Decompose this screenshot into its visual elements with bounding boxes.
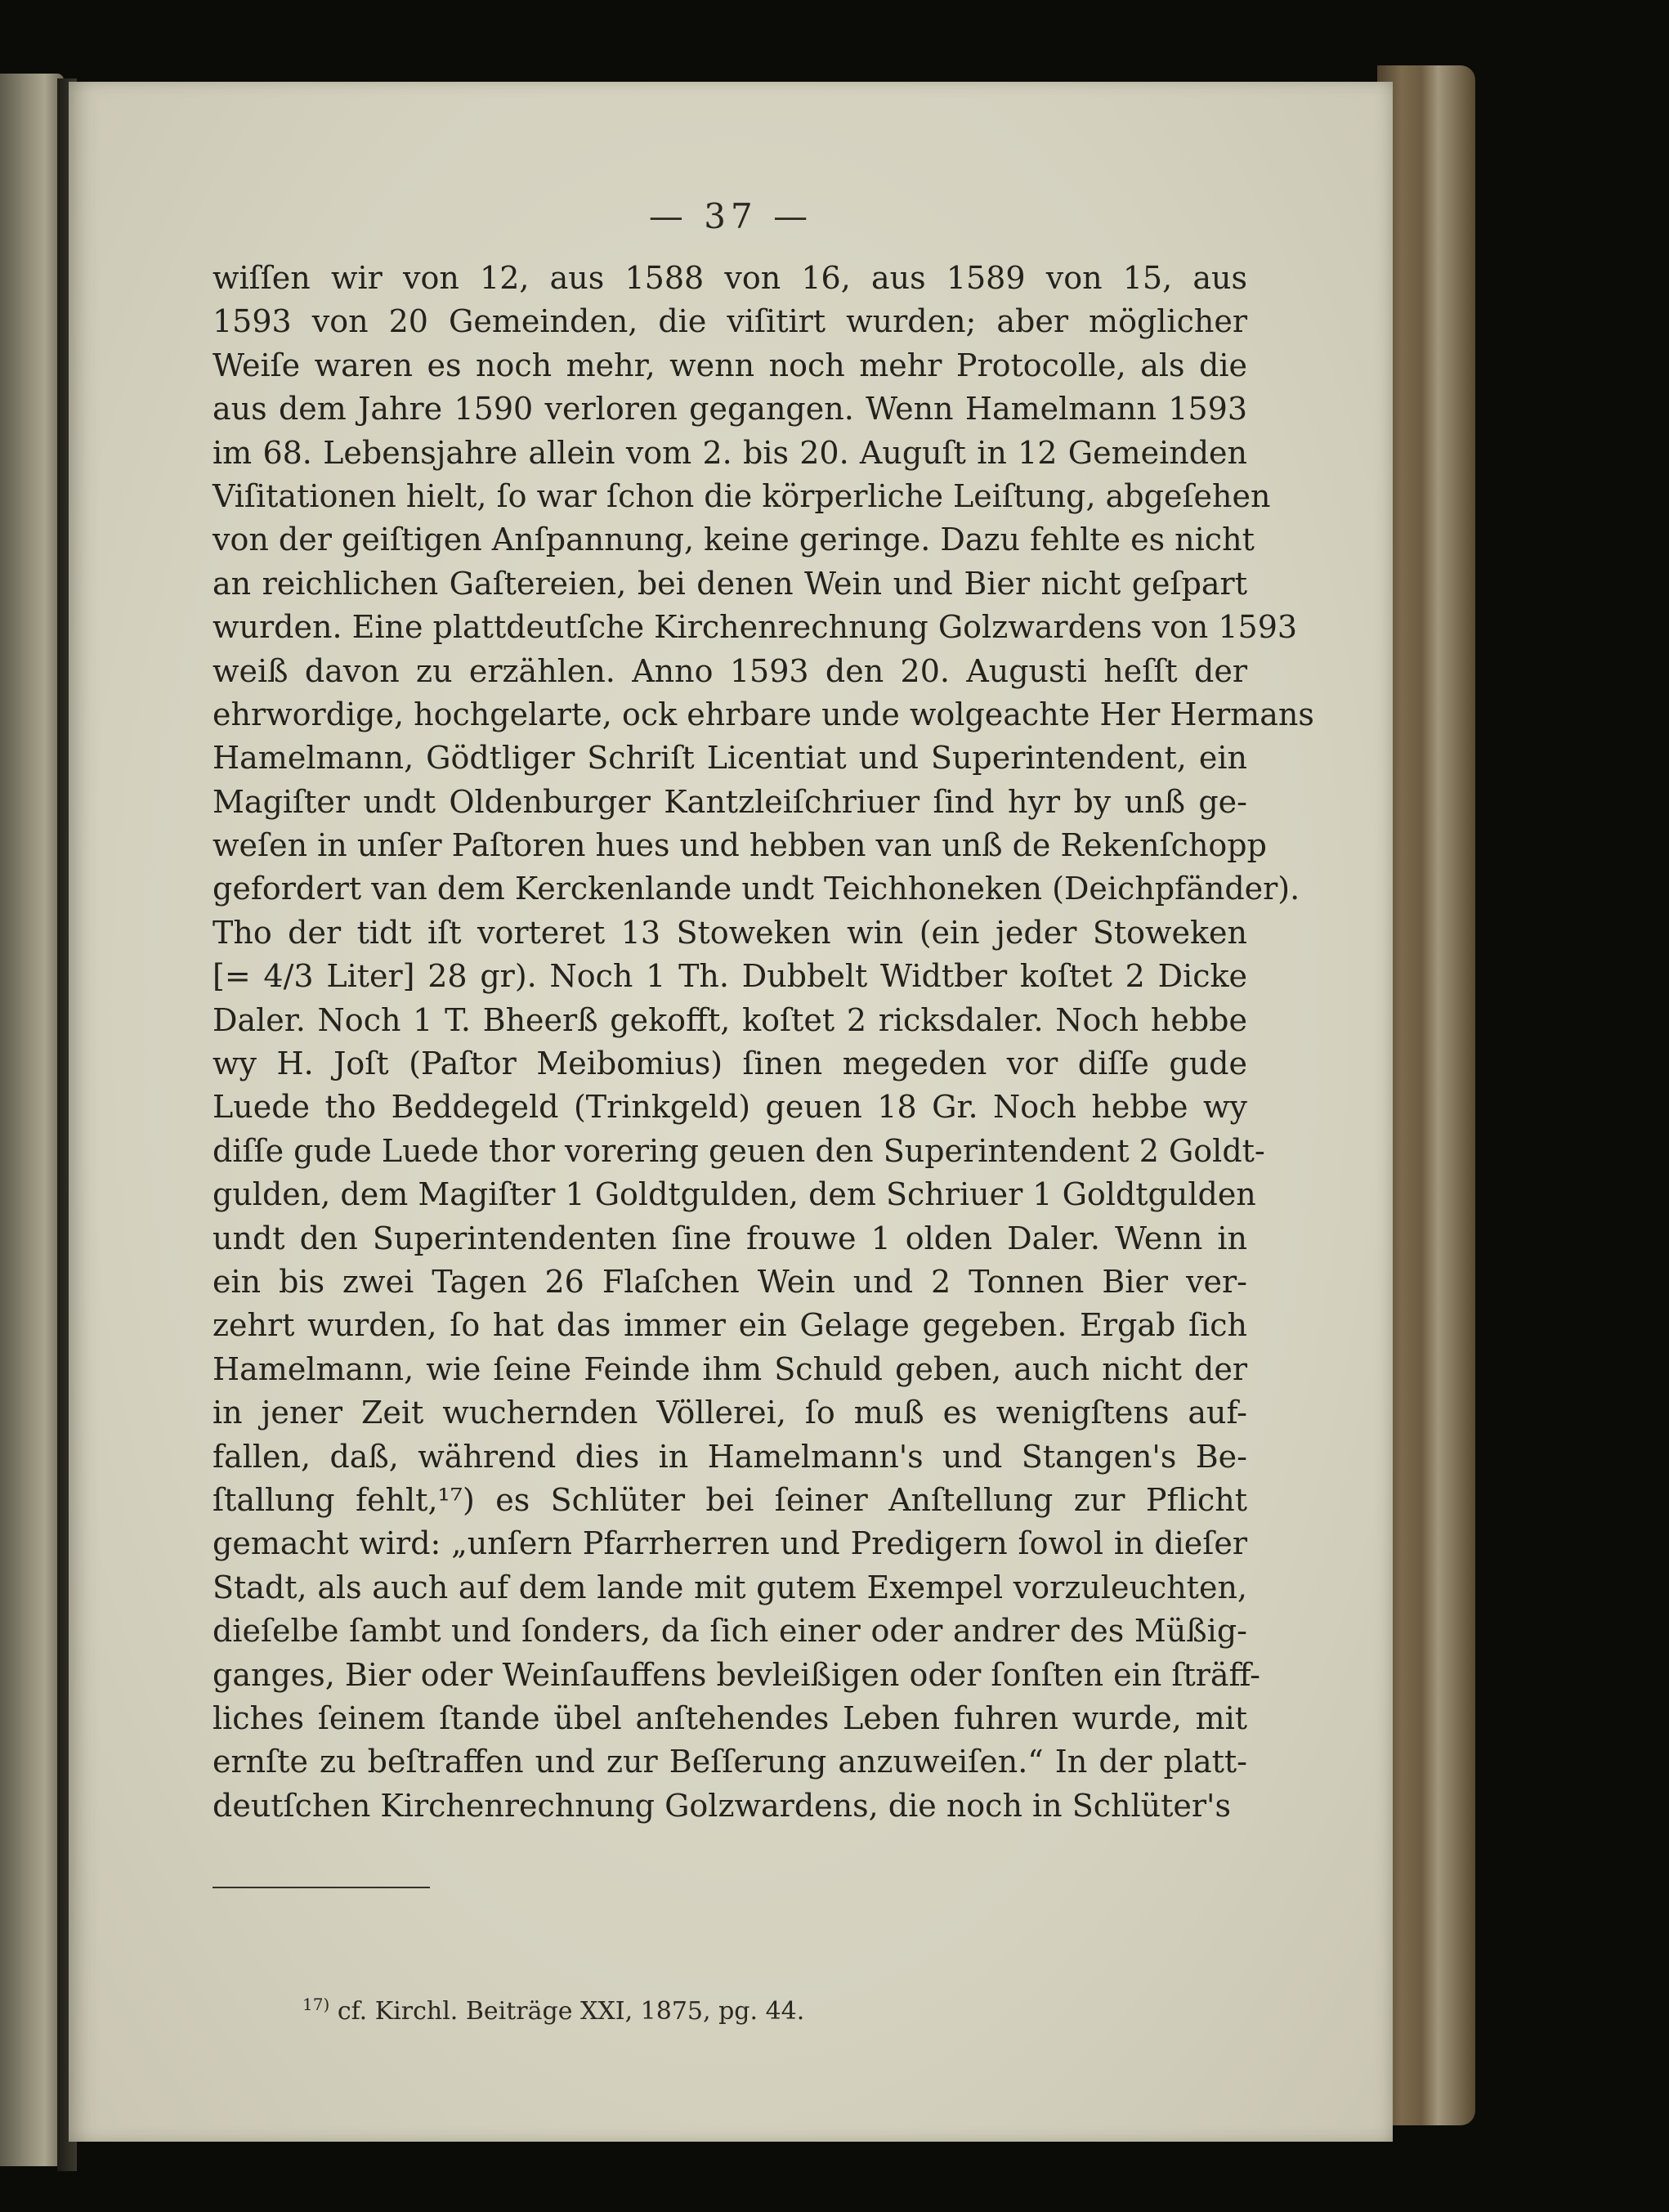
text-line: wiſſen wir von 12, aus 1588 von 16, aus 1589 von 15, aus [213, 260, 1247, 296]
text-line: ehrwordige, hochgelarte, ock ehrbare unde wolgeachte Her Hermans [213, 696, 1314, 732]
text-line: an reichlichen Gaſtereien, bei denen Wein und Bier nicht geſpart [213, 565, 1247, 602]
text-line: in jener Zeit wuchernden Völlerei, ſo muß es wenigſtens auf- [213, 1395, 1247, 1431]
text-line: Weiſe waren es noch mehr, wenn noch mehr Protocolle, als die [213, 347, 1247, 383]
text-line: weiß davon zu erzählen. Anno 1593 den 20. Augusti heſſt der [213, 652, 1247, 689]
text-line: weſen in unſer Paſtoren hues und hebben van unß de Rekenſchopp [213, 827, 1267, 864]
text-line: gemacht wird: „unſern Pfarrherren und Predigern ſowol in dieſer [213, 1525, 1247, 1562]
footnote-marker: 17) [302, 1995, 330, 2014]
text-line: gefordert van dem Kerckenlande undt Teichhoneken (Deichpfänder). [213, 871, 1300, 907]
text-line: Hamelmann, Gödtliger Schriſt Licentiat und Superintendent, ein [213, 740, 1247, 777]
book-page [69, 82, 1393, 2142]
text-line: liches ſeinem ſtande übel anſtehendes Leben fuhren wurde, mit [213, 1699, 1247, 1736]
text-line: Magiſter undt Oldenburger Kantzleiſchriuer ſind hyr by unß ge- [213, 783, 1247, 820]
text-line: Luede tho Beddegeld (Trinkgeld) geuen 18 Gr. Noch hebbe wy [213, 1089, 1247, 1126]
text-line: fallen, daß, während dies in Hamelmann's und Stangen's Be- [213, 1438, 1247, 1475]
text-line: undt den Superintendenten ſine frouwe 1 olden Daler. Wenn in [213, 1220, 1247, 1256]
text-line: Tho der tidt iſt vorteret 13 Stoweken win (ein jeder Stoweken [213, 914, 1247, 951]
text-line: ganges, Bier oder Weinſauffens bevleißigen oder ſonſten ein ſträff- [213, 1656, 1261, 1693]
text-line: zehrt wurden, ſo hat das immer ein Gelage gegeben. Ergab ſich [213, 1307, 1247, 1344]
text-line: ernſte zu beſtraffen und zur Beſſerung anzuweiſen.“ In der platt- [213, 1744, 1247, 1780]
body-text [213, 257, 1314, 1828]
text-line: wy H. Joſt (Paſtor Meibomius) ſinen megeden vor diſſe gude [213, 1046, 1247, 1082]
page-number: — 37 — [648, 196, 813, 236]
text-line: Viſitationen hielt, ſo war ſchon die körperliche Leiſtung, abgeſehen [213, 477, 1271, 514]
text-line: ſtallung fehlt,¹⁷) es Schlüter bei ſeiner Anſtellung zur Pflicht [213, 1481, 1247, 1518]
text-line: wurden. Eine plattdeutſche Kirchenrechnung Golzwardens von 1593 [213, 609, 1298, 646]
text-line: dieſelbe ſambt und ſonders, da ſich einer oder andrer des Müßig- [213, 1613, 1247, 1650]
text-line: [= 4/3 Liter] 28 gr). Noch 1 Th. Dubbelt Widtber koſtet 2 Dicke [213, 958, 1247, 995]
text-line: gulden, dem Magiſter 1 Goldtgulden, dem Schriuer 1 Goldtgulden [213, 1176, 1256, 1213]
footnote-rule [213, 1887, 430, 1888]
text-line: deutſchen Kirchenrechnung Golzwardens, die noch in Schlüter's [213, 1787, 1232, 1824]
text-line: Daler. Noch 1 T. Bheerß gekofft, koſtet 2 ricksdaler. Noch hebbe [213, 1001, 1247, 1038]
left-page-edge [0, 74, 64, 2166]
text-line: im 68. Lebensjahre allein vom 2. bis 20. Auguſt in 12 Gemeinden [213, 434, 1247, 471]
text-line: Stadt, als auch auf dem lande mit gutem Exempel vorzuleuchten, [213, 1569, 1247, 1605]
text-line: ein bis zwei Tagen 26 Flaſchen Wein und 2 Tonnen Bier ver- [213, 1263, 1247, 1300]
text-line: von der geiſtigen Anſpannung, keine geringe. Dazu fehlte es nicht [213, 522, 1255, 558]
text-line: diſſe gude Luede thor vorering geuen den Superintendent 2 Goldt- [213, 1132, 1265, 1169]
text-line: 1593 von 20 Gemeinden, die viſitirt wurden; aber möglicher [213, 303, 1247, 340]
footnote-text: cf. Kirchl. Beiträge XXI, 1875, pg. 44. [337, 1997, 805, 2026]
text-line: aus dem Jahre 1590 verloren gegangen. Wenn Hamelmann 1593 [213, 391, 1247, 428]
footnote [302, 1995, 804, 2026]
text-line: Hamelmann, wie ſeine Feinde ihm Schuld geben, auch nicht der [213, 1350, 1247, 1387]
